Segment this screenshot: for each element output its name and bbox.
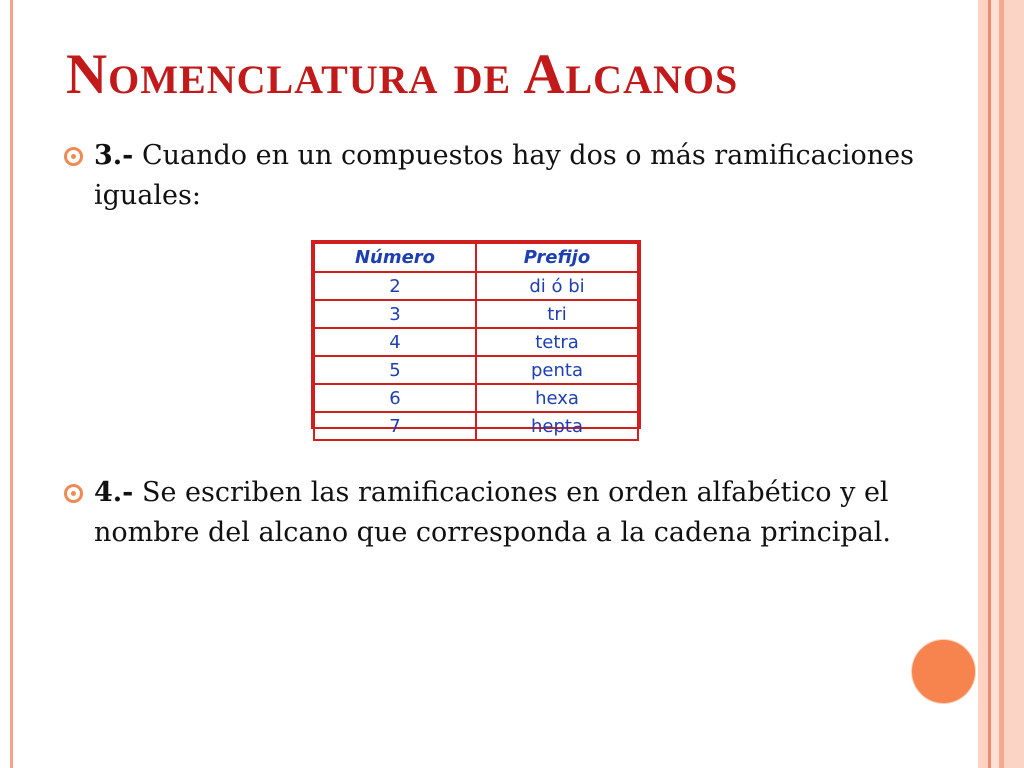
table-cell-number: 3 <box>314 300 476 328</box>
point-3-paragraph <box>94 136 914 216</box>
right-decorative-band <box>991 0 999 768</box>
right-decorative-band <box>1004 0 1024 768</box>
table-cell-prefix: penta <box>476 356 638 384</box>
slide-title: Nomenclatura de Alcanos <box>66 43 739 106</box>
point-4-text: Se escriben las ramificaciones en orden alfabético y el nombre del alcano que corresponda a la cadena principal. <box>94 477 891 548</box>
table-row <box>314 412 638 440</box>
bullet-icon <box>63 483 84 504</box>
table-cell-number: 6 <box>314 384 476 412</box>
left-border-line <box>10 0 13 768</box>
table-cell-number: 7 <box>314 412 476 440</box>
table-cell-number: 4 <box>314 328 476 356</box>
table-row <box>314 300 638 328</box>
table-row <box>314 272 638 300</box>
point-4-number: 4.- <box>94 477 134 508</box>
table-cell-prefix: hepta <box>476 412 638 440</box>
table-row <box>314 384 638 412</box>
bullet-icon <box>63 146 84 167</box>
prefix-table <box>311 240 641 437</box>
table-cell-number: 5 <box>314 356 476 384</box>
point-3-text: Cuando en un compuestos hay dos o más ramificaciones iguales: <box>94 140 914 211</box>
table-header-prefijo: Prefijo <box>476 243 638 272</box>
table-cell-prefix: di ó bi <box>476 272 638 300</box>
table-header-numero: Número <box>314 243 476 272</box>
table-cell-number: 2 <box>314 272 476 300</box>
table-header-row <box>314 243 638 272</box>
point-4-paragraph <box>94 473 914 553</box>
right-decorative-band <box>978 0 988 768</box>
table-row <box>314 328 638 356</box>
table-cell-prefix: tri <box>476 300 638 328</box>
table-cell-prefix: tetra <box>476 328 638 356</box>
table-cell-prefix: hexa <box>476 384 638 412</box>
decorative-circle <box>912 640 975 703</box>
table-row <box>314 356 638 384</box>
point-3-number: 3.- <box>94 140 134 171</box>
